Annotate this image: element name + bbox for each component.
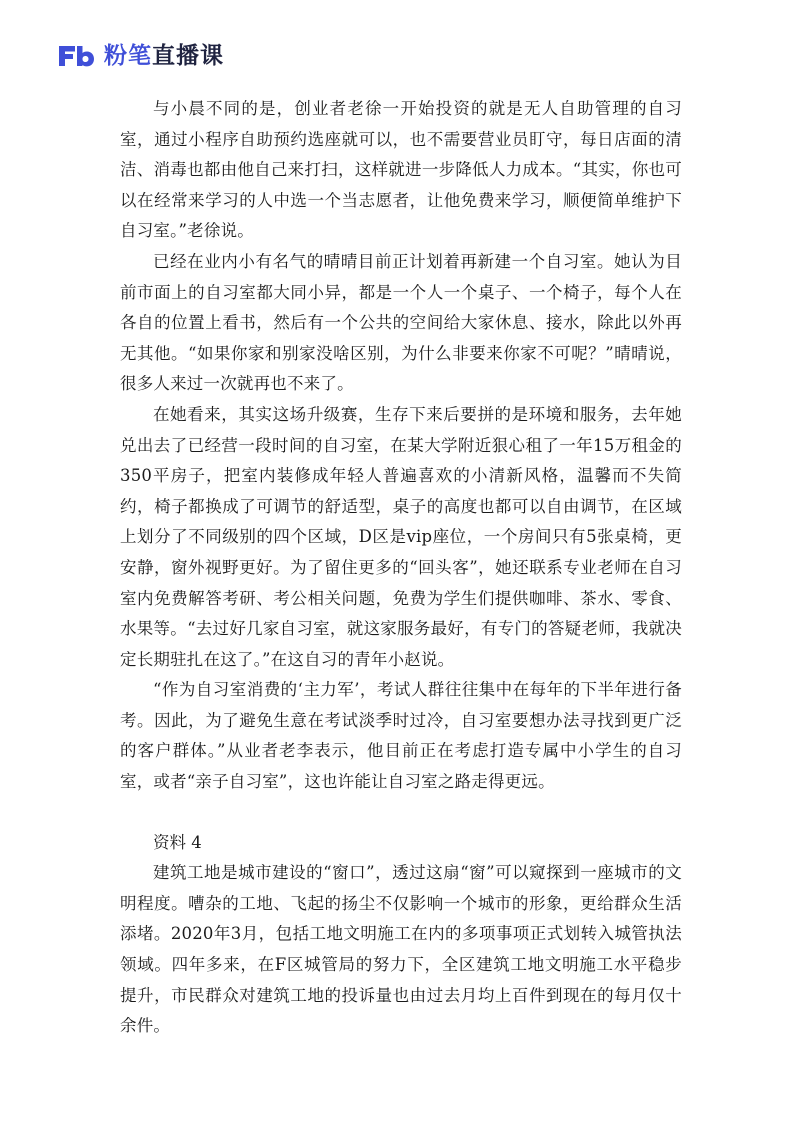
paragraph-1: 与小晨不同的是，创业者老徐一开始投资的就是无人自助管理的自习室，通过小程序自助预约选座就可以，也不需要营业员盯守，每日店面的清洁、消毒也都由他自己来打扫，这样就进一步降低人力成本。“其实，你也可以在经常来学习的人中选一个当志愿者，让他免费来学习，顺便简单维护下自习室。”老徐说。	[120, 99, 682, 241]
paragraph-3: 在她看来，其实这场升级赛，生存下来后要拼的是环境和服务，去年她兑出去了已经营一段时间的自习室，在某大学附近狠心租了一年15万租金的350平房子，把室内装修成年轻人普遍喜欢的小清新风格，温馨而不失简约，椅子都换成了可调节的舒适型，桌子的高度也都可以自由调节，在区域上划分了不同级别的四个区域，D区是vip座位，一个房间只有5张桌椅，更安静，窗外视野更好。为了留住更多的“回头客”，她还联系专业老师在自习室内免费解答考研、考公相关问题，免费为学生们提供咖啡、茶水、零食、水果等。“去过好几家自习室，就这家服务最好，有专门的答疑老师，我就决定长期驻扎在这了。”在这自习的青年小赵说。	[120, 404, 682, 669]
brand-name-part1: 粉笔	[104, 43, 152, 69]
section-label: 资料 4	[153, 832, 202, 852]
paragraph-4: “作为自习室消费的‘主力军’，考试人群往往集中在每年的下半年进行备考。因此，为了避免生意在考试淡季时过冷，自习室要想办法寻找到更广泛的客户群体。”从业者老李表示，他目前正在考虑打造专属中小学生的自习室，或者“亲子自习室”，这也许能让自习室之路走得更远。	[120, 680, 682, 792]
page-header	[56, 40, 224, 72]
paragraph-2: 已经在业内小有名气的晴晴目前正计划着再新建一个自习室。她认为目前市面上的自习室都大同小异，都是一个人一个桌子、一个椅子，每个人在各自的位置上看书，然后有一个公共的空间给大家休息、接水，除此以外再无其他。“如果你家和别家没啥区别，为什么非要来你家不可呢？”晴晴说，很多人来过一次就再也不来了。	[120, 251, 682, 394]
section-paragraph: 建筑工地是城市建设的“窗口”，透过这扇“窗”可以窥探到一座城市的文明程度。嘈杂的工地、飞起的扬尘不仅影响一个城市的形象，更给群众生活添堵。2020年3月，包括工地文明施工在内的多项事项正式划转入城管执法领域。四年多来，在F区城管局的努力下，全区建筑工地文明施工水平稳步提升，市民群众对建筑工地的投诉量也由过去月均上百件到现在的每月仅十余件。	[120, 863, 682, 1036]
brand-name-part2: 直播课	[152, 43, 224, 69]
fenbi-logo-icon	[56, 42, 96, 70]
article-body	[120, 94, 682, 1042]
brand-name	[104, 40, 224, 72]
section-spacer	[120, 798, 682, 828]
